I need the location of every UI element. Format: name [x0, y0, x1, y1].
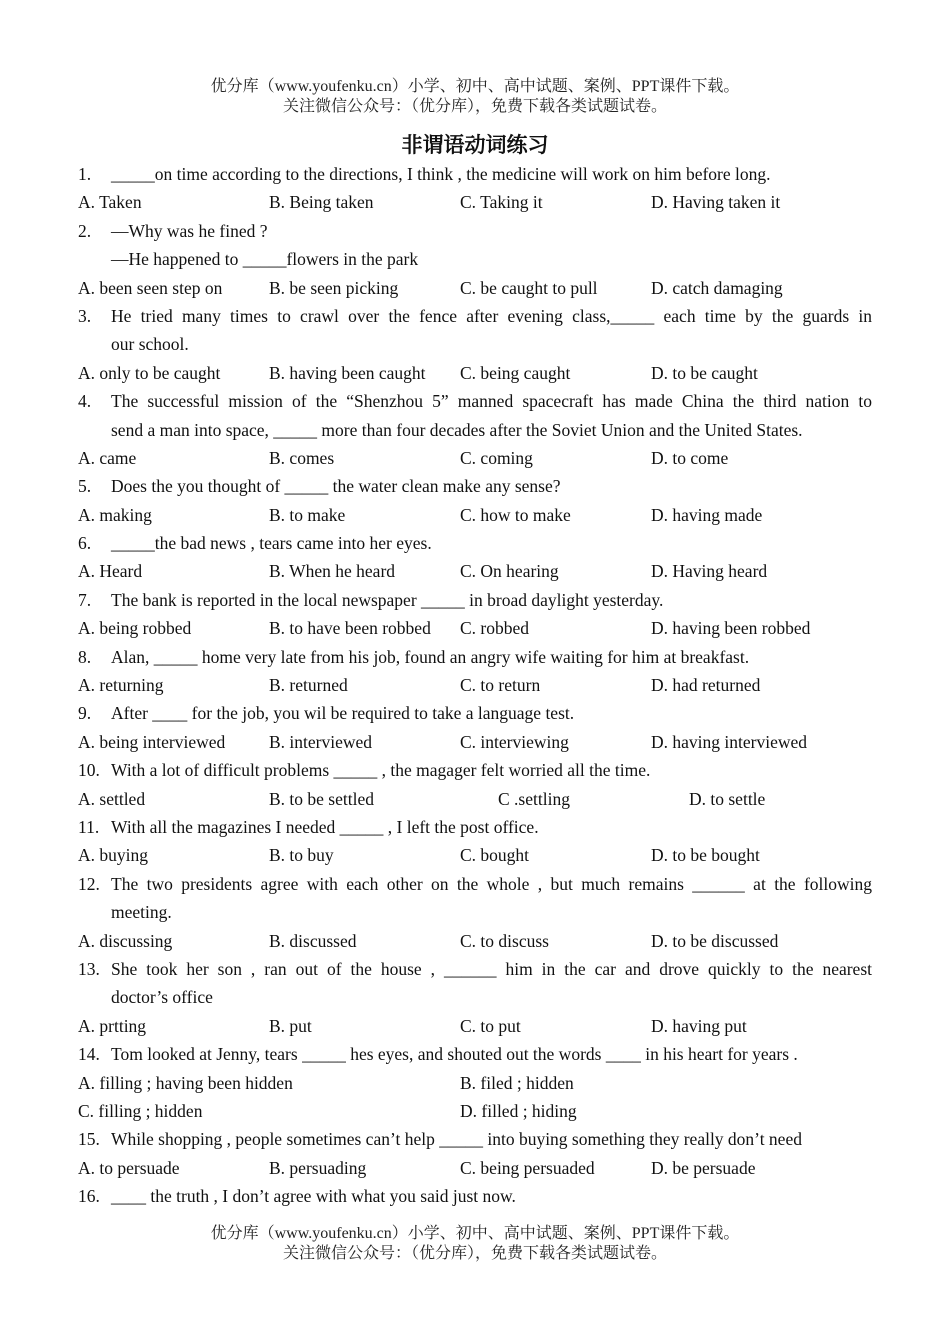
option-c: C. being caught — [460, 362, 571, 383]
question-text: Tom looked at Jenny, tears _____ hes eyes, and shouted out the words ____ in his heart for years . — [111, 1044, 798, 1065]
question-text: The bank is reported in the local newspaper _____ in broad daylight yesterday. — [111, 589, 664, 610]
question-number: 8. — [78, 646, 92, 667]
question-text: The successful mission of the “Shenzhou 5” manned spacecraft has made China the third nation to — [111, 391, 872, 412]
option-a: A. settled — [78, 788, 146, 809]
option-a: A. being interviewed — [78, 731, 226, 752]
option-b: B. to have been robbed — [269, 618, 431, 639]
options-row — [78, 501, 872, 529]
question-text-continued: —He happened to _____flowers in the park — [111, 249, 419, 270]
option-d: D. Having heard — [651, 561, 768, 582]
option-c: C. On hearing — [460, 561, 559, 582]
question-11 — [78, 813, 872, 841]
option-c: C. bought — [460, 845, 530, 866]
footer-line-2: 关注微信公众号：（优分库），免费下载各类试题试卷。 — [282, 1245, 667, 1262]
question-text: Does the you thought of _____ the water clean make any sense? — [111, 476, 561, 497]
option-d: D. having put — [651, 1015, 747, 1036]
options-row — [78, 1012, 872, 1040]
options-row — [78, 188, 872, 216]
option-b: B. interviewed — [269, 731, 373, 752]
option-a: A. came — [78, 447, 137, 468]
question-text: —Why was he fined ? — [111, 220, 268, 241]
options-row — [78, 557, 872, 585]
option-d: D. filled ; hiding — [460, 1100, 577, 1121]
question-number: 10. — [78, 760, 100, 781]
question-12 — [78, 870, 872, 898]
option-a: A. filling ; having been hidden — [78, 1072, 293, 1093]
page-title: 非谓语动词练习 — [401, 133, 549, 157]
question-4 — [78, 387, 872, 415]
question-number: 6. — [78, 533, 92, 554]
option-c: C. how to make — [460, 504, 571, 525]
question-number: 3. — [78, 305, 92, 326]
question-2 — [78, 217, 872, 245]
question-1 — [78, 160, 872, 188]
option-c: C. robbed — [460, 618, 530, 639]
footer-line-1: 优分库（www.youfenku.cn）小学、初中、高中试题、案例、PPT课件下载。 — [210, 1225, 740, 1242]
option-b: B. When he heard — [269, 561, 396, 582]
option-c: C. to return — [460, 675, 541, 696]
option-d: D. having interviewed — [651, 731, 807, 752]
question-text-continued: doctor’s office — [111, 987, 213, 1008]
question-text: She took her son , ran out of the house , ______ him in the car and drove quickly to the nearest — [111, 958, 872, 979]
question-text: He tried many times to crawl over the fence after evening class,_____ each time by the guards in — [111, 305, 872, 326]
options-row — [78, 728, 872, 756]
option-c: C. filling ; hidden — [78, 1100, 203, 1121]
option-a: A. discussing — [78, 930, 173, 951]
option-c: C. being persuaded — [460, 1157, 595, 1178]
options-row — [78, 1097, 872, 1125]
question-text: _____the bad news , tears came into her eyes. — [111, 533, 432, 554]
question-number: 11. — [78, 816, 100, 837]
option-c: C. coming — [460, 447, 533, 468]
question-5 — [78, 472, 872, 500]
question-text: After ____ for the job, you wil be required to take a language test. — [111, 703, 575, 724]
question-text-continued: meeting. — [111, 902, 172, 923]
option-b: B. discussed — [269, 930, 357, 951]
option-b: B. to make — [269, 504, 346, 525]
question-number: 15. — [78, 1129, 100, 1150]
option-c: C. to discuss — [460, 930, 549, 951]
question-number: 2. — [78, 220, 92, 241]
option-d: D. to settle — [689, 788, 766, 809]
question-text-continued: send a man into space, _____ more than four decades after the Soviet Union and the United States. — [111, 419, 803, 440]
page-header — [0, 77, 950, 117]
options-row — [78, 614, 872, 642]
option-d: D. be persuade — [651, 1157, 756, 1178]
option-d: D. having been robbed — [651, 618, 811, 639]
option-a: A. making — [78, 504, 152, 525]
question-text: Alan, _____ home very late from his job, found an angry wife waiting for him at breakfast. — [111, 646, 750, 667]
option-c: C .settling — [498, 788, 570, 809]
option-d: D. had returned — [651, 675, 761, 696]
question-text: With a lot of difficult problems _____ , the magager felt worried all the time. — [111, 760, 651, 781]
option-a: A. to persuade — [78, 1157, 180, 1178]
option-c: C. be caught to pull — [460, 277, 598, 298]
question-16 — [78, 1182, 872, 1210]
option-d: D. Having taken it — [651, 192, 781, 213]
question-13 — [78, 955, 872, 983]
question-8 — [78, 643, 872, 671]
option-d: D. having made — [651, 504, 763, 525]
question-text-continued: our school. — [111, 334, 189, 355]
option-b: B. returned — [269, 675, 348, 696]
question-number: 5. — [78, 476, 92, 497]
options-row — [78, 841, 872, 869]
options-row — [78, 671, 872, 699]
header-line-2: 关注微信公众号：（优分库），免费下载各类试题试卷。 — [282, 98, 667, 115]
options-row — [78, 1069, 872, 1097]
option-a: A. returning — [78, 675, 164, 696]
question-6 — [78, 529, 872, 557]
option-c: C. Taking it — [460, 192, 543, 213]
option-d: D. to be bought — [651, 845, 760, 866]
option-a: A. been seen step on — [78, 277, 223, 298]
option-d: D. to be discussed — [651, 930, 779, 951]
question-number: 4. — [78, 391, 92, 412]
option-b: B. to be settled — [269, 788, 374, 809]
options-row — [78, 1154, 872, 1182]
option-d: D. to be caught — [651, 362, 758, 383]
option-a: A. being robbed — [78, 618, 192, 639]
question-9 — [78, 699, 872, 727]
question-14 — [78, 1040, 872, 1068]
option-b: B. having been caught — [269, 362, 426, 383]
option-d: D. catch damaging — [651, 277, 783, 298]
question-number: 1. — [78, 164, 92, 184]
question-number: 14. — [78, 1044, 100, 1065]
question-number: 16. — [78, 1186, 100, 1207]
question-number: 13. — [78, 958, 100, 979]
header-line-1: 优分库（www.youfenku.cn）小学、初中、高中试题、案例、PPT课件下载。 — [210, 78, 740, 95]
question-number: 7. — [78, 589, 92, 610]
option-b: B. filed ; hidden — [460, 1072, 574, 1093]
question-text: With all the magazines I needed _____ , I left the post office. — [111, 816, 539, 837]
options-row — [78, 274, 872, 302]
question-text: ____ the truth , I don’t agree with what you said just now. — [111, 1186, 516, 1207]
options-row — [78, 359, 872, 387]
question-10 — [78, 756, 872, 784]
options-row — [78, 785, 872, 813]
question-text: While shopping , people sometimes can’t help _____ into buying something they really don’t need — [111, 1129, 802, 1150]
question-3 — [78, 302, 872, 330]
question-7 — [78, 586, 872, 614]
option-b: B. put — [269, 1015, 312, 1036]
options-row — [78, 444, 872, 472]
option-b: B. Being taken — [269, 192, 374, 213]
question-list — [78, 160, 872, 1210]
option-b: B. to buy — [269, 845, 334, 866]
option-a: A. only to be caught — [78, 362, 221, 383]
option-d: D. to come — [651, 447, 729, 468]
question-number: 12. — [78, 873, 100, 894]
option-a: A. buying — [78, 845, 148, 866]
option-c: C. to put — [460, 1015, 521, 1036]
option-b: B. persuading — [269, 1157, 367, 1178]
page-footer — [0, 1224, 950, 1264]
question-number: 9. — [78, 703, 92, 724]
option-c: C. interviewing — [460, 731, 569, 752]
options-row — [78, 927, 872, 955]
option-b: B. be seen picking — [269, 277, 399, 298]
question-15 — [78, 1125, 872, 1153]
option-a: A. Heard — [78, 561, 143, 582]
question-text: The two presidents agree with each other on the whole , but much remains ______ at the following — [111, 873, 872, 894]
option-a: A. prtting — [78, 1015, 147, 1036]
question-text: _____on time according to the directions, I think , the medicine will work on him before long. — [111, 164, 771, 184]
option-b: B. comes — [269, 447, 335, 468]
option-a: A. Taken — [78, 192, 142, 213]
